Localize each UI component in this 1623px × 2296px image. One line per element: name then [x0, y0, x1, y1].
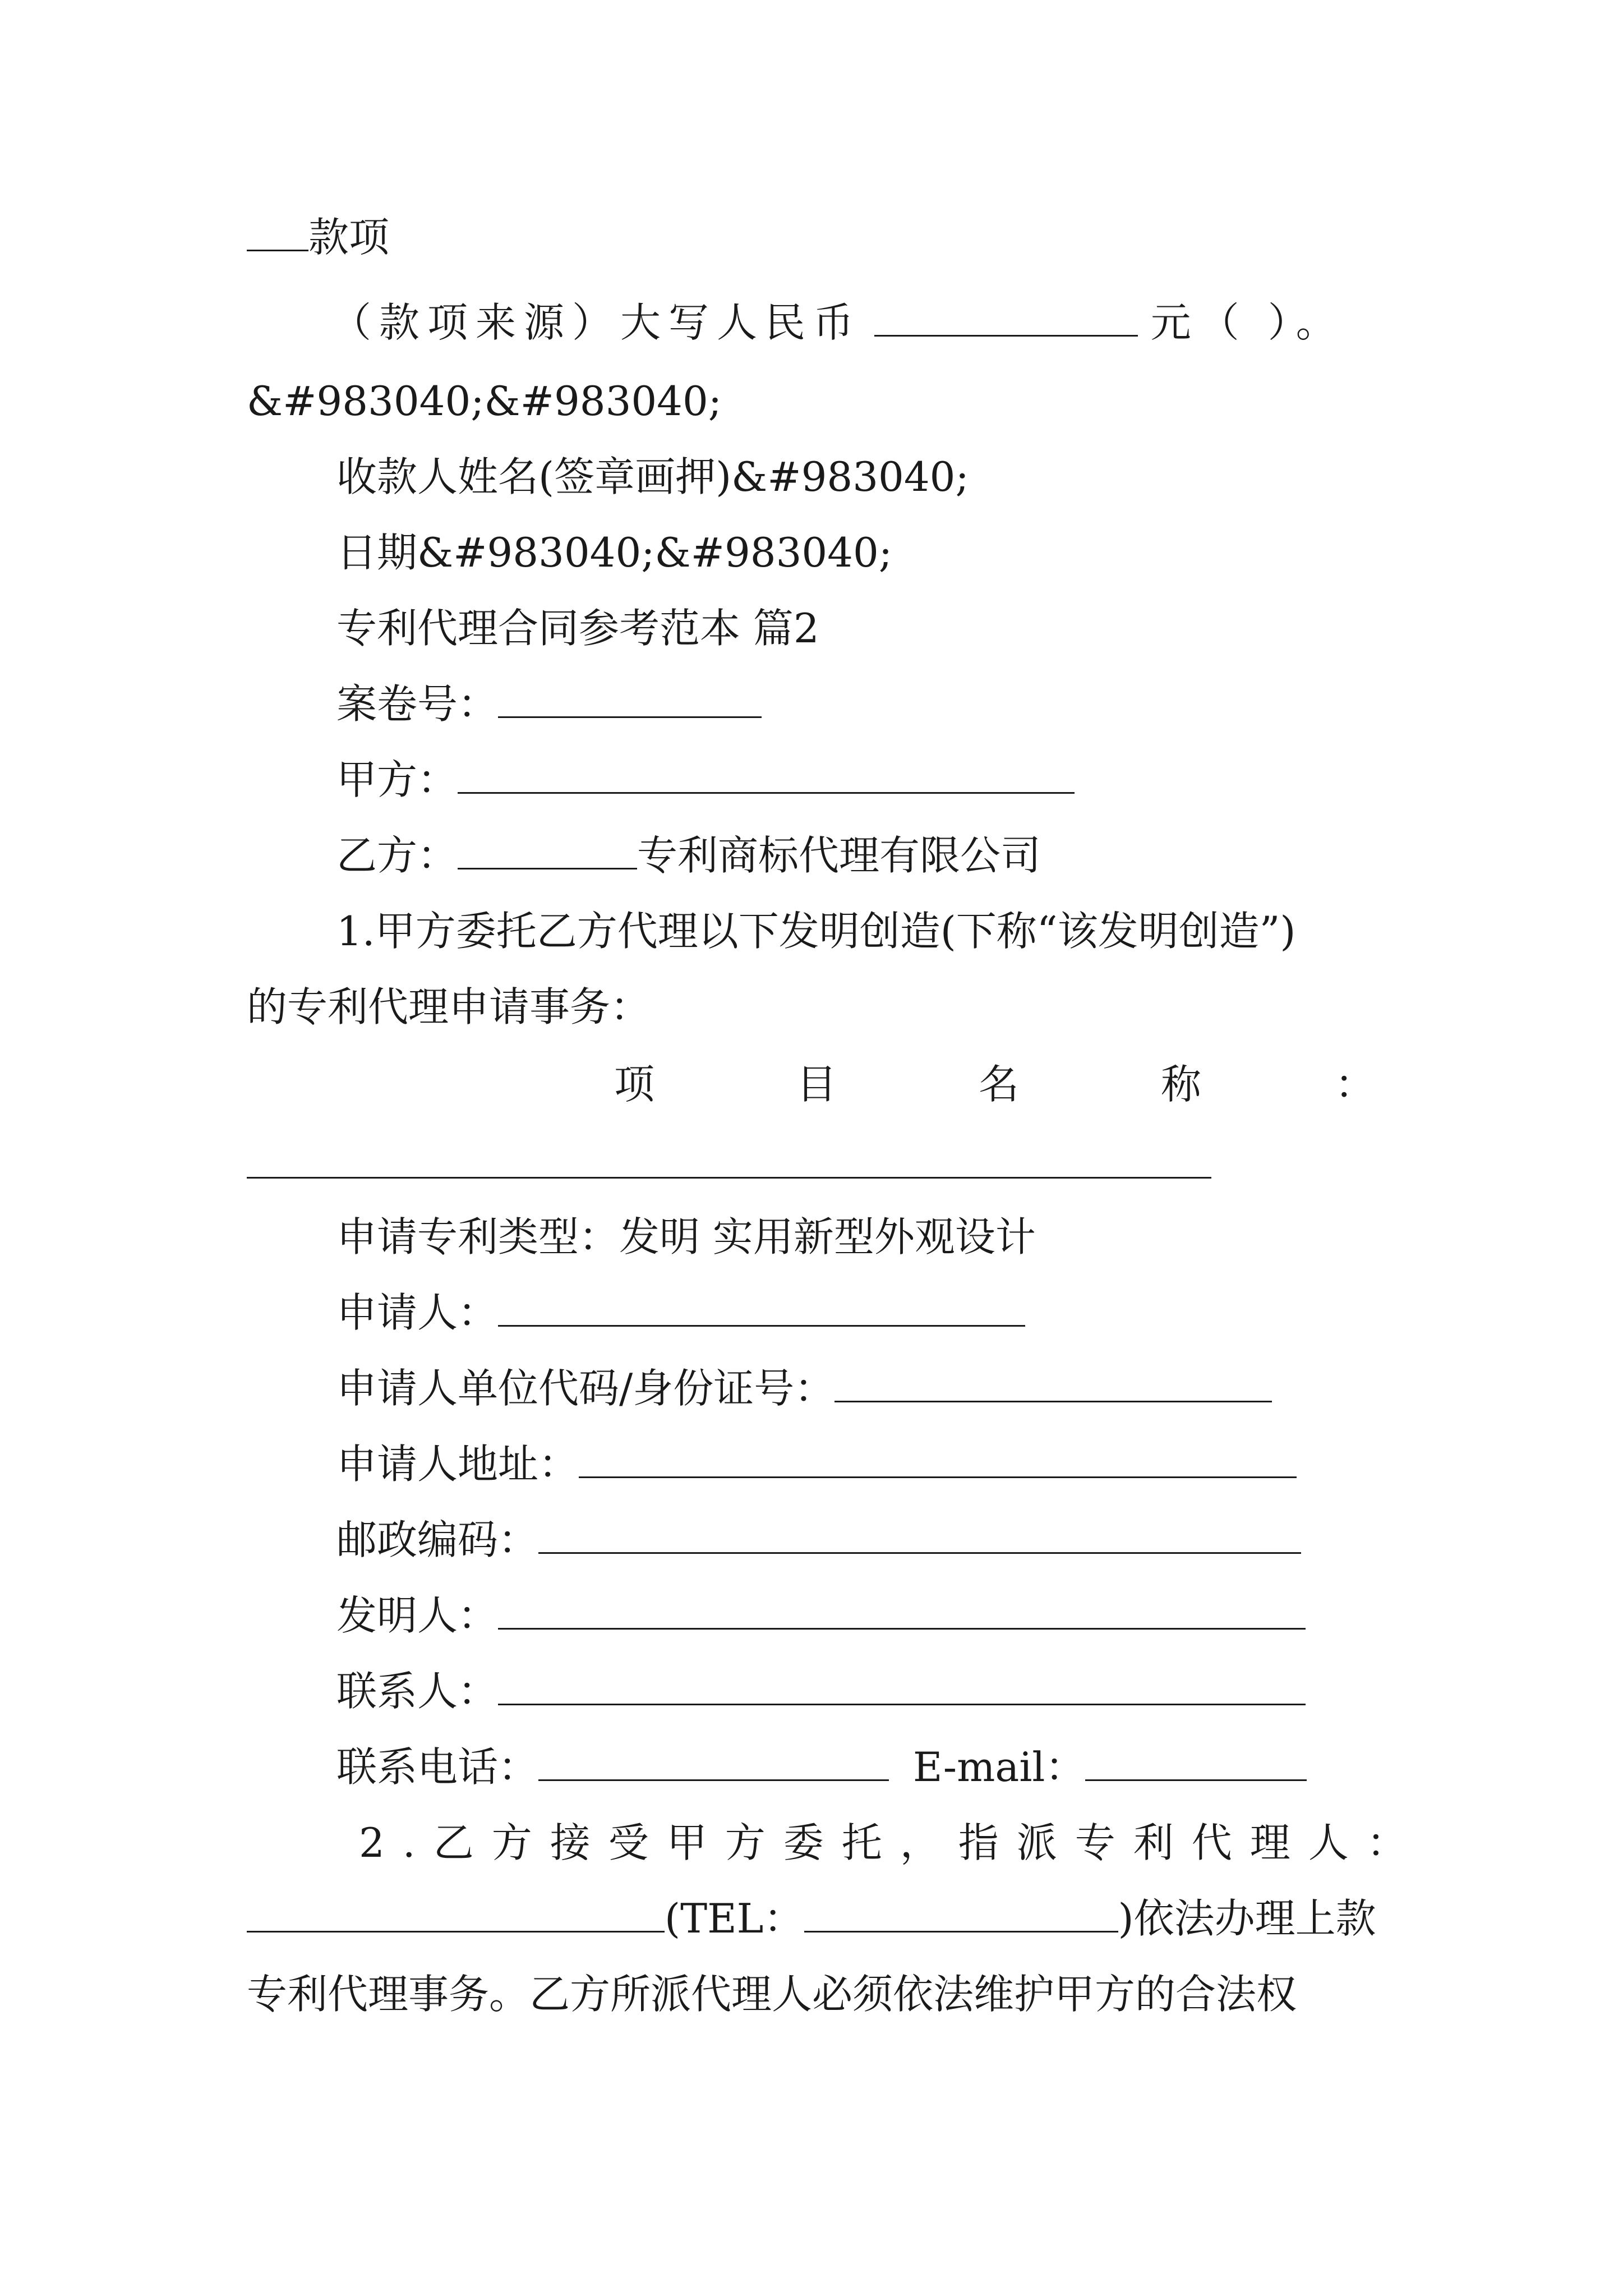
- line-case-number: [336, 673, 762, 735]
- line-entities: [247, 370, 722, 432]
- applicant-id-blank: [834, 1361, 1272, 1402]
- text: 专利商标代理有限公司: [637, 832, 1041, 879]
- text: 专利代理合同参考范本 篇2: [336, 605, 819, 652]
- blank-field: [247, 210, 308, 251]
- text: 专利代理事务。乙方所派代理人必须依法维护甲方的合法权: [247, 1971, 1297, 2018]
- section-heading: [336, 597, 819, 659]
- text: 2.乙方接受甲方委托，指派专利代理人：: [359, 1819, 1425, 1866]
- label: 乙方：: [336, 832, 458, 879]
- text: 元（ ）。: [1150, 299, 1344, 346]
- text: 1.甲方委托乙方代理以下发明创造(下称“该发明创造”): [336, 908, 1296, 955]
- project-name-char: 称: [1161, 1061, 1202, 1108]
- project-name-char: 名: [979, 1061, 1020, 1108]
- label: 联系电话：: [336, 1743, 539, 1791]
- inventor-blank: [498, 1589, 1306, 1630]
- label: 申请人：: [336, 1289, 499, 1336]
- label: 甲方：: [336, 756, 458, 803]
- text: (TEL：: [665, 1895, 804, 1942]
- label: 案卷号：: [336, 680, 499, 728]
- clause-1-cont: [247, 976, 651, 1038]
- label: 申请人地址：: [336, 1441, 579, 1488]
- project-name-char: ：: [1335, 1061, 1376, 1108]
- phone-blank: [538, 1740, 889, 1781]
- contact-blank: [498, 1664, 1306, 1705]
- line-payment-item: [247, 206, 389, 268]
- line-party-a: [336, 749, 1075, 811]
- line-party-b: [336, 825, 1041, 886]
- line-applicant-address: [336, 1433, 1297, 1495]
- project-name-char: 目: [796, 1061, 837, 1108]
- agent-blank: [247, 1892, 665, 1932]
- postal-code-blank: [538, 1513, 1301, 1554]
- tel-blank: [804, 1892, 1118, 1932]
- line-payee: [336, 446, 969, 508]
- text: 收款人姓名(签章画押)&#983040;: [336, 453, 969, 500]
- line-date: [336, 522, 892, 583]
- label: E-mail：: [912, 1743, 1086, 1791]
- line-applicant: [336, 1282, 1025, 1343]
- line-postal-code: [336, 1509, 1301, 1571]
- label: 邮政编码：: [336, 1516, 539, 1563]
- email-blank: [1085, 1740, 1307, 1781]
- party-b-blank: [458, 829, 637, 869]
- line-phone-email: [336, 1736, 1307, 1798]
- label: 联系人：: [336, 1668, 499, 1715]
- project-name-char: 项: [614, 1061, 655, 1108]
- applicant-blank: [498, 1286, 1025, 1327]
- line-inventor: [336, 1585, 1306, 1646]
- text: )依法办理上款: [1118, 1895, 1376, 1942]
- text: 款项: [308, 214, 390, 261]
- line-contact: [336, 1660, 1306, 1722]
- project-name-blank: [247, 1177, 1211, 1179]
- clause-2-agent: [247, 1888, 1376, 1949]
- clause-1: [336, 900, 1296, 962]
- party-a-blank: [458, 753, 1075, 794]
- label: 发明人：: [336, 1592, 499, 1639]
- case-number-blank: [498, 677, 762, 718]
- line-amount: [331, 292, 1344, 353]
- clause-2: [359, 1812, 1425, 1874]
- label: 申请人单位代码/身份证号：: [336, 1365, 835, 1412]
- text: 申请专利类型：发明 实用新型外观设计: [336, 1213, 1036, 1260]
- amount-blank: [874, 296, 1138, 337]
- address-blank: [579, 1437, 1297, 1478]
- text: 日期&#983040;&#983040;: [336, 529, 893, 576]
- text: 的专利代理申请事务：: [247, 983, 651, 1030]
- text: （款项来源）大写人民币: [331, 299, 862, 346]
- line-applicant-id: [336, 1358, 1272, 1419]
- clause-2-cont: [247, 1963, 1297, 2025]
- line-patent-type: [336, 1206, 1036, 1268]
- text: &#983040;&#983040;: [247, 378, 722, 425]
